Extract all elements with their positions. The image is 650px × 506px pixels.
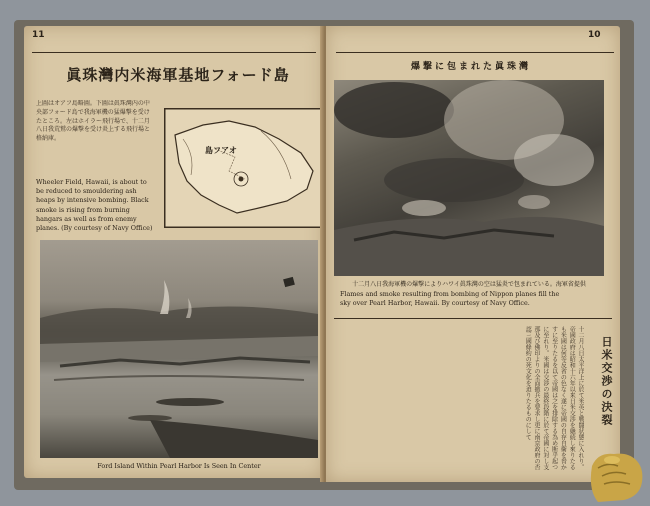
page-number-right: 10 (588, 30, 601, 40)
smoke-photo-drawing (334, 80, 604, 276)
header-rule-right (336, 52, 614, 53)
left-page (24, 26, 324, 478)
right-page (326, 26, 620, 482)
glove-drawing (584, 446, 650, 502)
article-title: 日米交渉の決裂 (600, 336, 613, 427)
map-label: 島フアオ (205, 145, 237, 155)
page-title-left: 眞珠灣内米海軍基地フォード島 (66, 66, 290, 84)
ford-island-caption: Ford Island Within Pearl Harbor Is Seen In Center (97, 462, 261, 470)
page-title-right: 爆撃に包まれた眞珠灣 (410, 62, 531, 72)
ford-island-photo (40, 240, 318, 458)
article-body: 十二月八日太平洋上に於て米英と戦闘状態に入れり。帝國政府は昭和十六年以来日米交渉を継続し來りたるも米國は何等反省の色なく遂に帝國の自存自衛を脅かすに至りたるを以て帝國は之を排除する為め断乎起つに至れり。米國は交渉の最終段階に於て帝國に対し支那及び佛印よりの全面撤兵を要求し更に南京政府の否認三國條約の死文化を迫りたるものにして (524, 326, 584, 470)
header-rule (32, 52, 316, 53)
ford-island-photo-drawing (40, 240, 318, 458)
gloved-hand (584, 446, 650, 502)
oahu-map (164, 108, 324, 228)
page-number-left: 11 (32, 30, 45, 40)
pearl-harbor-smoke-photo (334, 80, 604, 276)
japanese-caption: 上圖はオアフ島略圖。下圖は眞珠灣内の中央部フォード島で我海軍機の猛爆撃を受けたところ。左はホイラー飛行場で、十二月八日我荒鷲の爆撃を受け炎上する飛行場と格納庫。 (36, 100, 151, 143)
article-rule (334, 318, 612, 319)
smoke-photo-jp-caption: 十二月八日我海軍機の爆撃によりハワイ眞珠灣の空は猛炎で包まれている。海軍省提供 (352, 281, 586, 288)
oahu-map-drawing (165, 109, 323, 227)
english-caption: Wheeler Field, Hawaii, is about to be reduced to smouldering ash heaps by intensive bombing. Black smoke is rising from burning hangars as well as from enemy planes. (By courtesy of Navy Office) (36, 178, 153, 233)
smoke-photo-en-caption: Flames and smoke resulting from bombing of Nippon planes fill the sky over Pearl Harbor, Hawaii. By courtesy of Navy Office. (340, 290, 560, 308)
